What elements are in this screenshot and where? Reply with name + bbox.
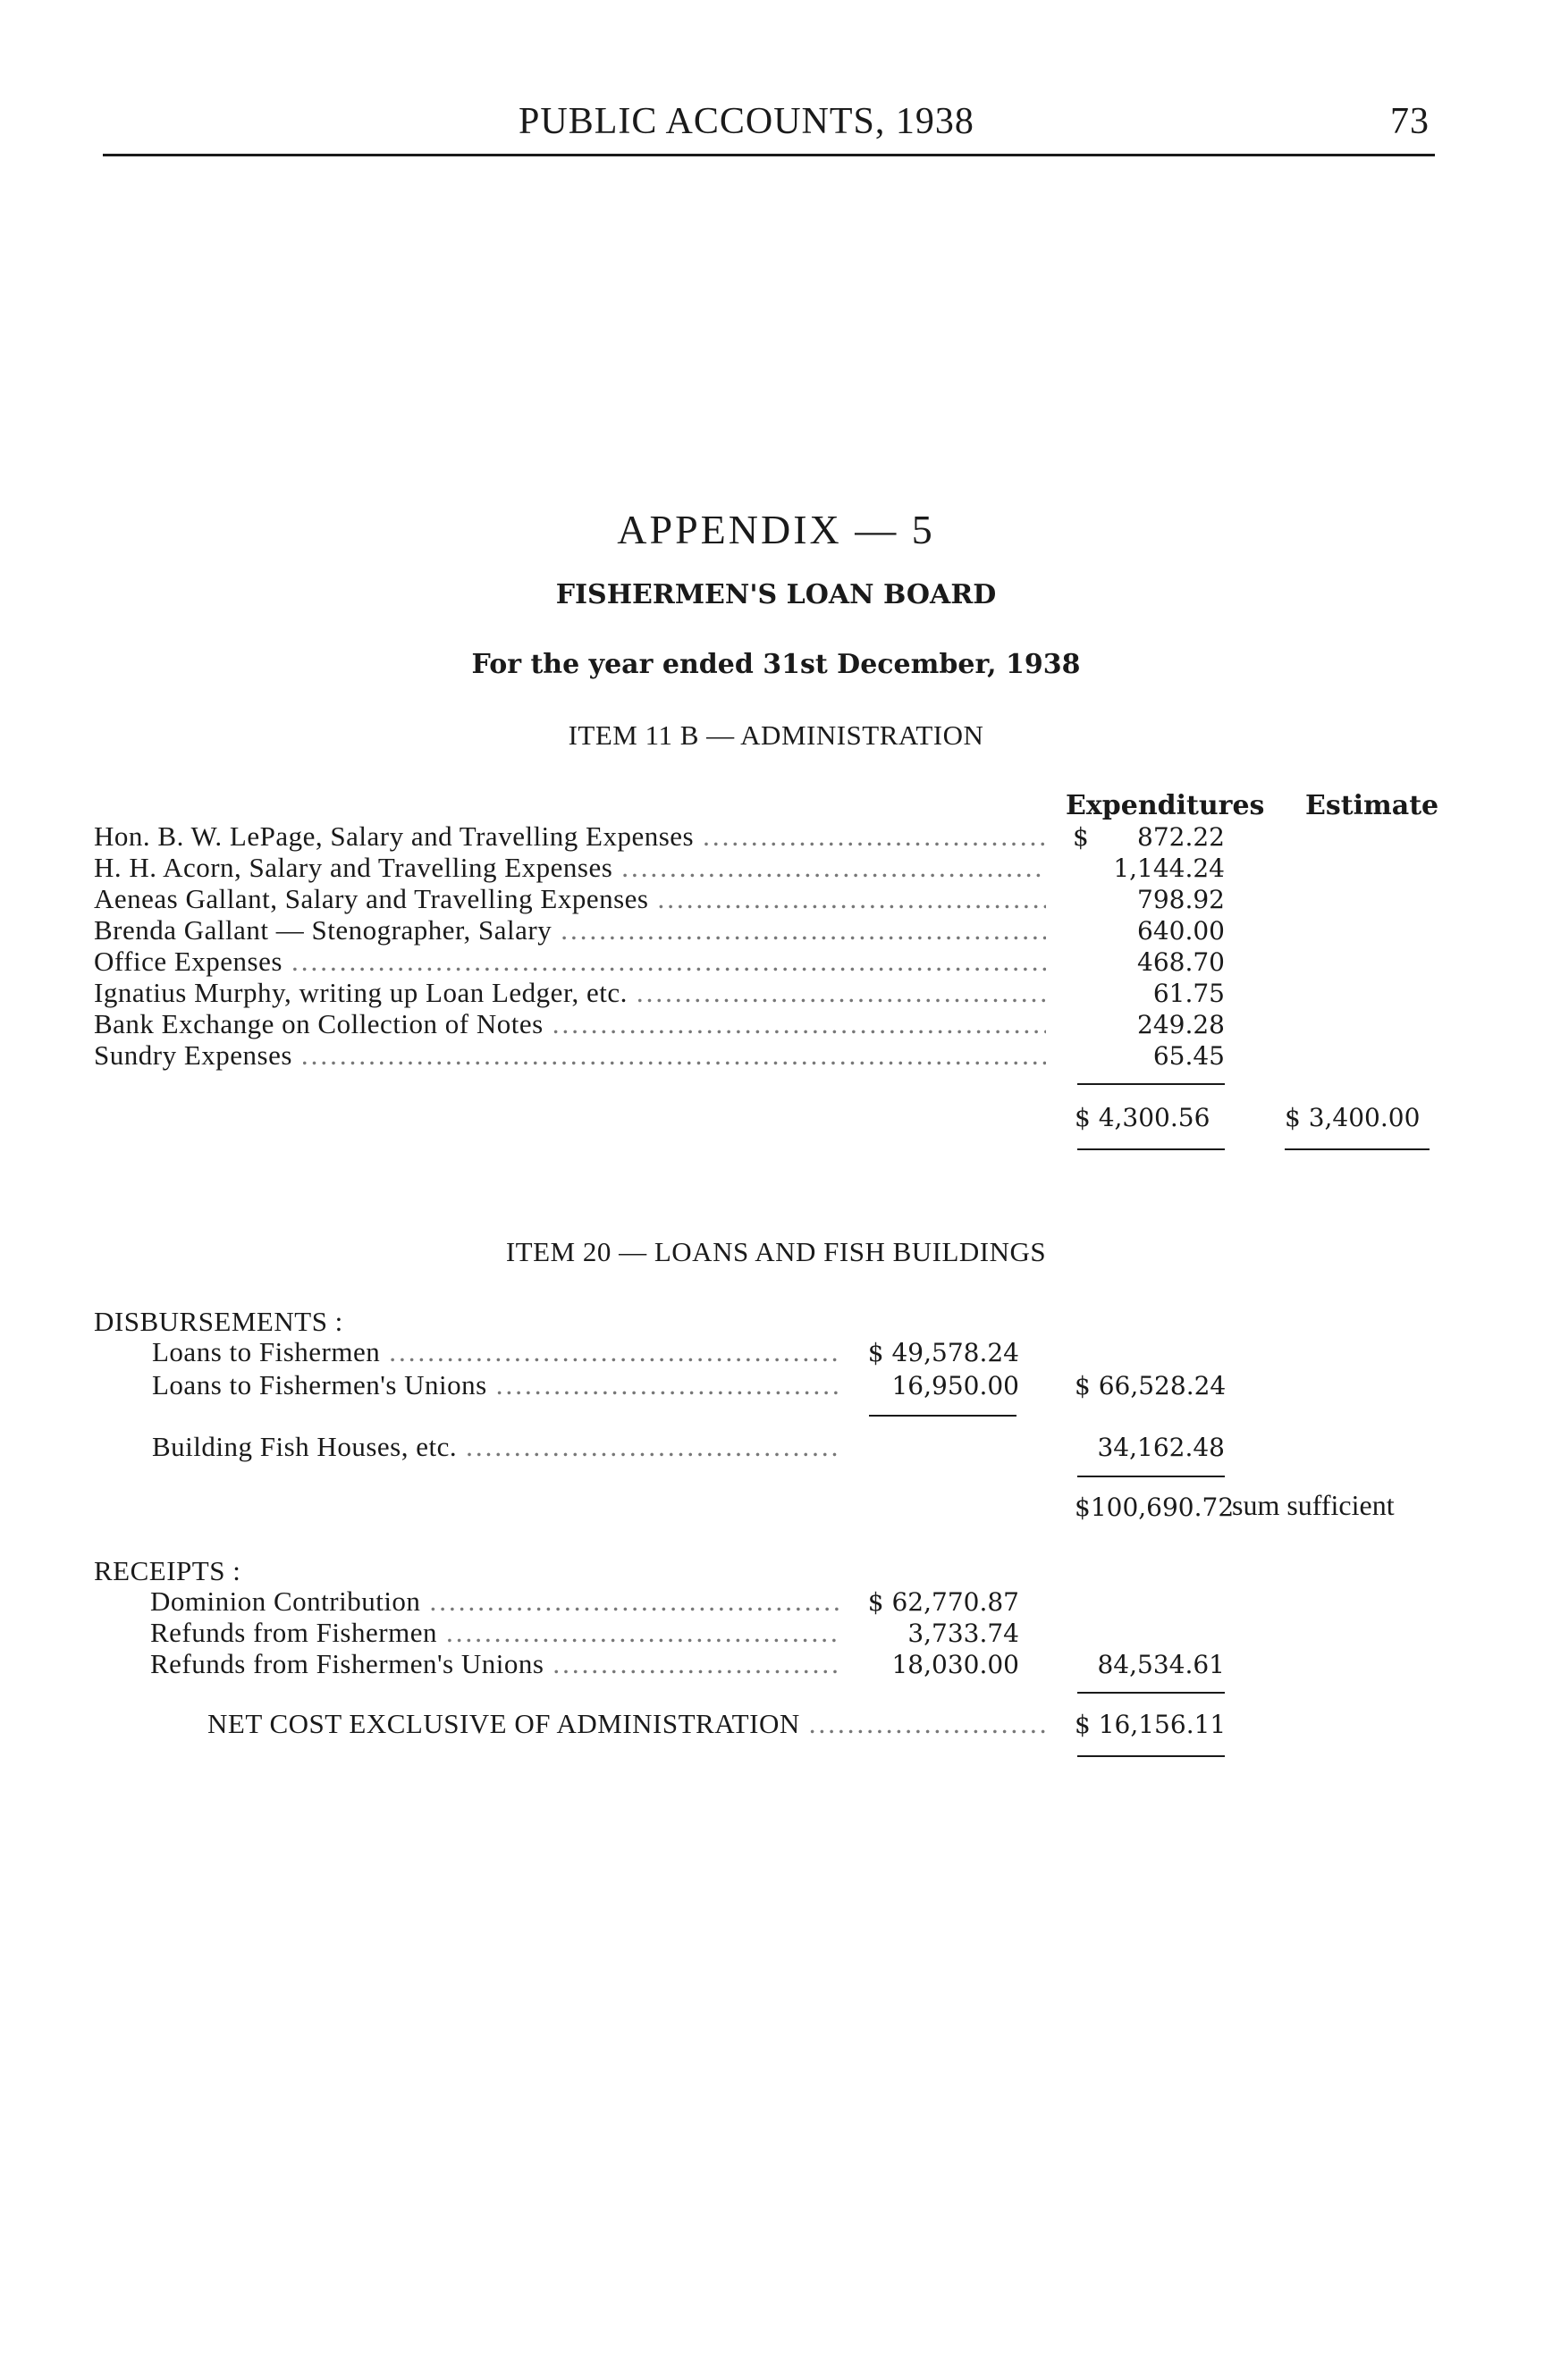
sum-sufficient-note: sum sufficient — [1232, 1489, 1395, 1521]
row-amount: 798.92 — [1137, 885, 1225, 914]
appendix-title: APPENDIX — 5 — [617, 507, 935, 552]
col-estimate: Estimate — [1305, 790, 1439, 821]
page-number: 73 — [1390, 101, 1430, 142]
disbursements-label: DISBURSEMENTS : — [94, 1306, 343, 1337]
disbursements-total: $100,690.72 — [1075, 1493, 1235, 1522]
table-row: Loans to Fishermen ..... — [152, 1336, 840, 1368]
running-header-title: PUBLIC ACCOUNTS, 1938 — [519, 101, 974, 142]
board-title: FISHERMEN'S LOAN BOARD — [555, 579, 997, 610]
item20-heading: ITEM 20 — LOANS AND FISH BUILDINGS — [505, 1236, 1047, 1267]
table-row: Building Fish Houses, etc. ..... — [152, 1431, 840, 1463]
table-row: Brenda Gallant — Stenographer, Salary ..... — [94, 914, 1046, 946]
receipts-label: RECEIPTS : — [94, 1555, 241, 1586]
net-cost-rule — [1077, 1755, 1225, 1757]
row-amount: $ 49,578.24 — [867, 1338, 1019, 1367]
subtotal-rule — [869, 1415, 1016, 1417]
table-row: Hon. B. W. LePage, Salary and Travelling Expenses ..... — [94, 820, 1046, 853]
net-cost-row: NET COST EXCLUSIVE OF ADMINISTRATION ..... — [207, 1708, 1046, 1740]
table-row: Sundry Expenses ..... — [94, 1039, 1046, 1072]
row-amount: 1,144.24 — [1113, 854, 1225, 883]
col-expenditures: Expenditures — [1066, 790, 1265, 821]
row-amount: 16,950.00 — [891, 1371, 1019, 1400]
table-row: Loans to Fishermen's Unions ..... — [152, 1369, 840, 1401]
row-amount: 65.45 — [1152, 1041, 1225, 1071]
total-rule-estimate — [1285, 1148, 1430, 1150]
row-amount: 61.75 — [1152, 979, 1225, 1008]
total-rule-expenditures — [1077, 1148, 1225, 1150]
row-amount: 468.70 — [1137, 947, 1225, 977]
row-total: $ 66,528.24 — [1075, 1371, 1227, 1400]
table-row: Office Expenses ..... — [94, 946, 1046, 978]
table-row: Refunds from Fishermen ..... — [150, 1617, 840, 1649]
table-row: Aeneas Gallant, Salary and Travelling Expenses ..... — [94, 883, 1046, 915]
net-cost-amount: $ 16,156.11 — [1075, 1710, 1227, 1739]
row-amount: 249.28 — [1137, 1010, 1225, 1039]
subtotal-rule — [1077, 1083, 1225, 1085]
row-amount: 3,733.74 — [907, 1619, 1019, 1648]
row-amount: 18,030.00 — [891, 1650, 1019, 1679]
period-line: For the year ended 31st December, 1938 — [471, 649, 1081, 680]
row-amount: 640.00 — [1137, 916, 1225, 946]
total-estimate: $ 3,400.00 — [1285, 1103, 1421, 1132]
header-rule — [103, 154, 1435, 156]
subtotal-rule — [1077, 1476, 1225, 1477]
item11b-heading: ITEM 11 B — ADMINISTRATION — [568, 719, 984, 751]
row-total: 34,162.48 — [1097, 1433, 1225, 1462]
subtotal-rule — [1077, 1692, 1225, 1694]
table-row: H. H. Acorn, Salary and Travelling Expenses ..... — [94, 852, 1046, 884]
row-total: 84,534.61 — [1097, 1650, 1225, 1679]
table-row: Dominion Contribution ..... — [150, 1585, 840, 1618]
total-expenditures: $ 4,300.56 — [1075, 1103, 1210, 1132]
table-row: Ignatius Murphy, writing up Loan Ledger, etc. ..... — [94, 977, 1046, 1009]
table-row: Bank Exchange on Collection of Notes ..... — [94, 1008, 1046, 1040]
row-amount: $ 62,770.87 — [867, 1587, 1019, 1617]
table-row: Refunds from Fishermen's Unions ..... — [150, 1648, 840, 1680]
